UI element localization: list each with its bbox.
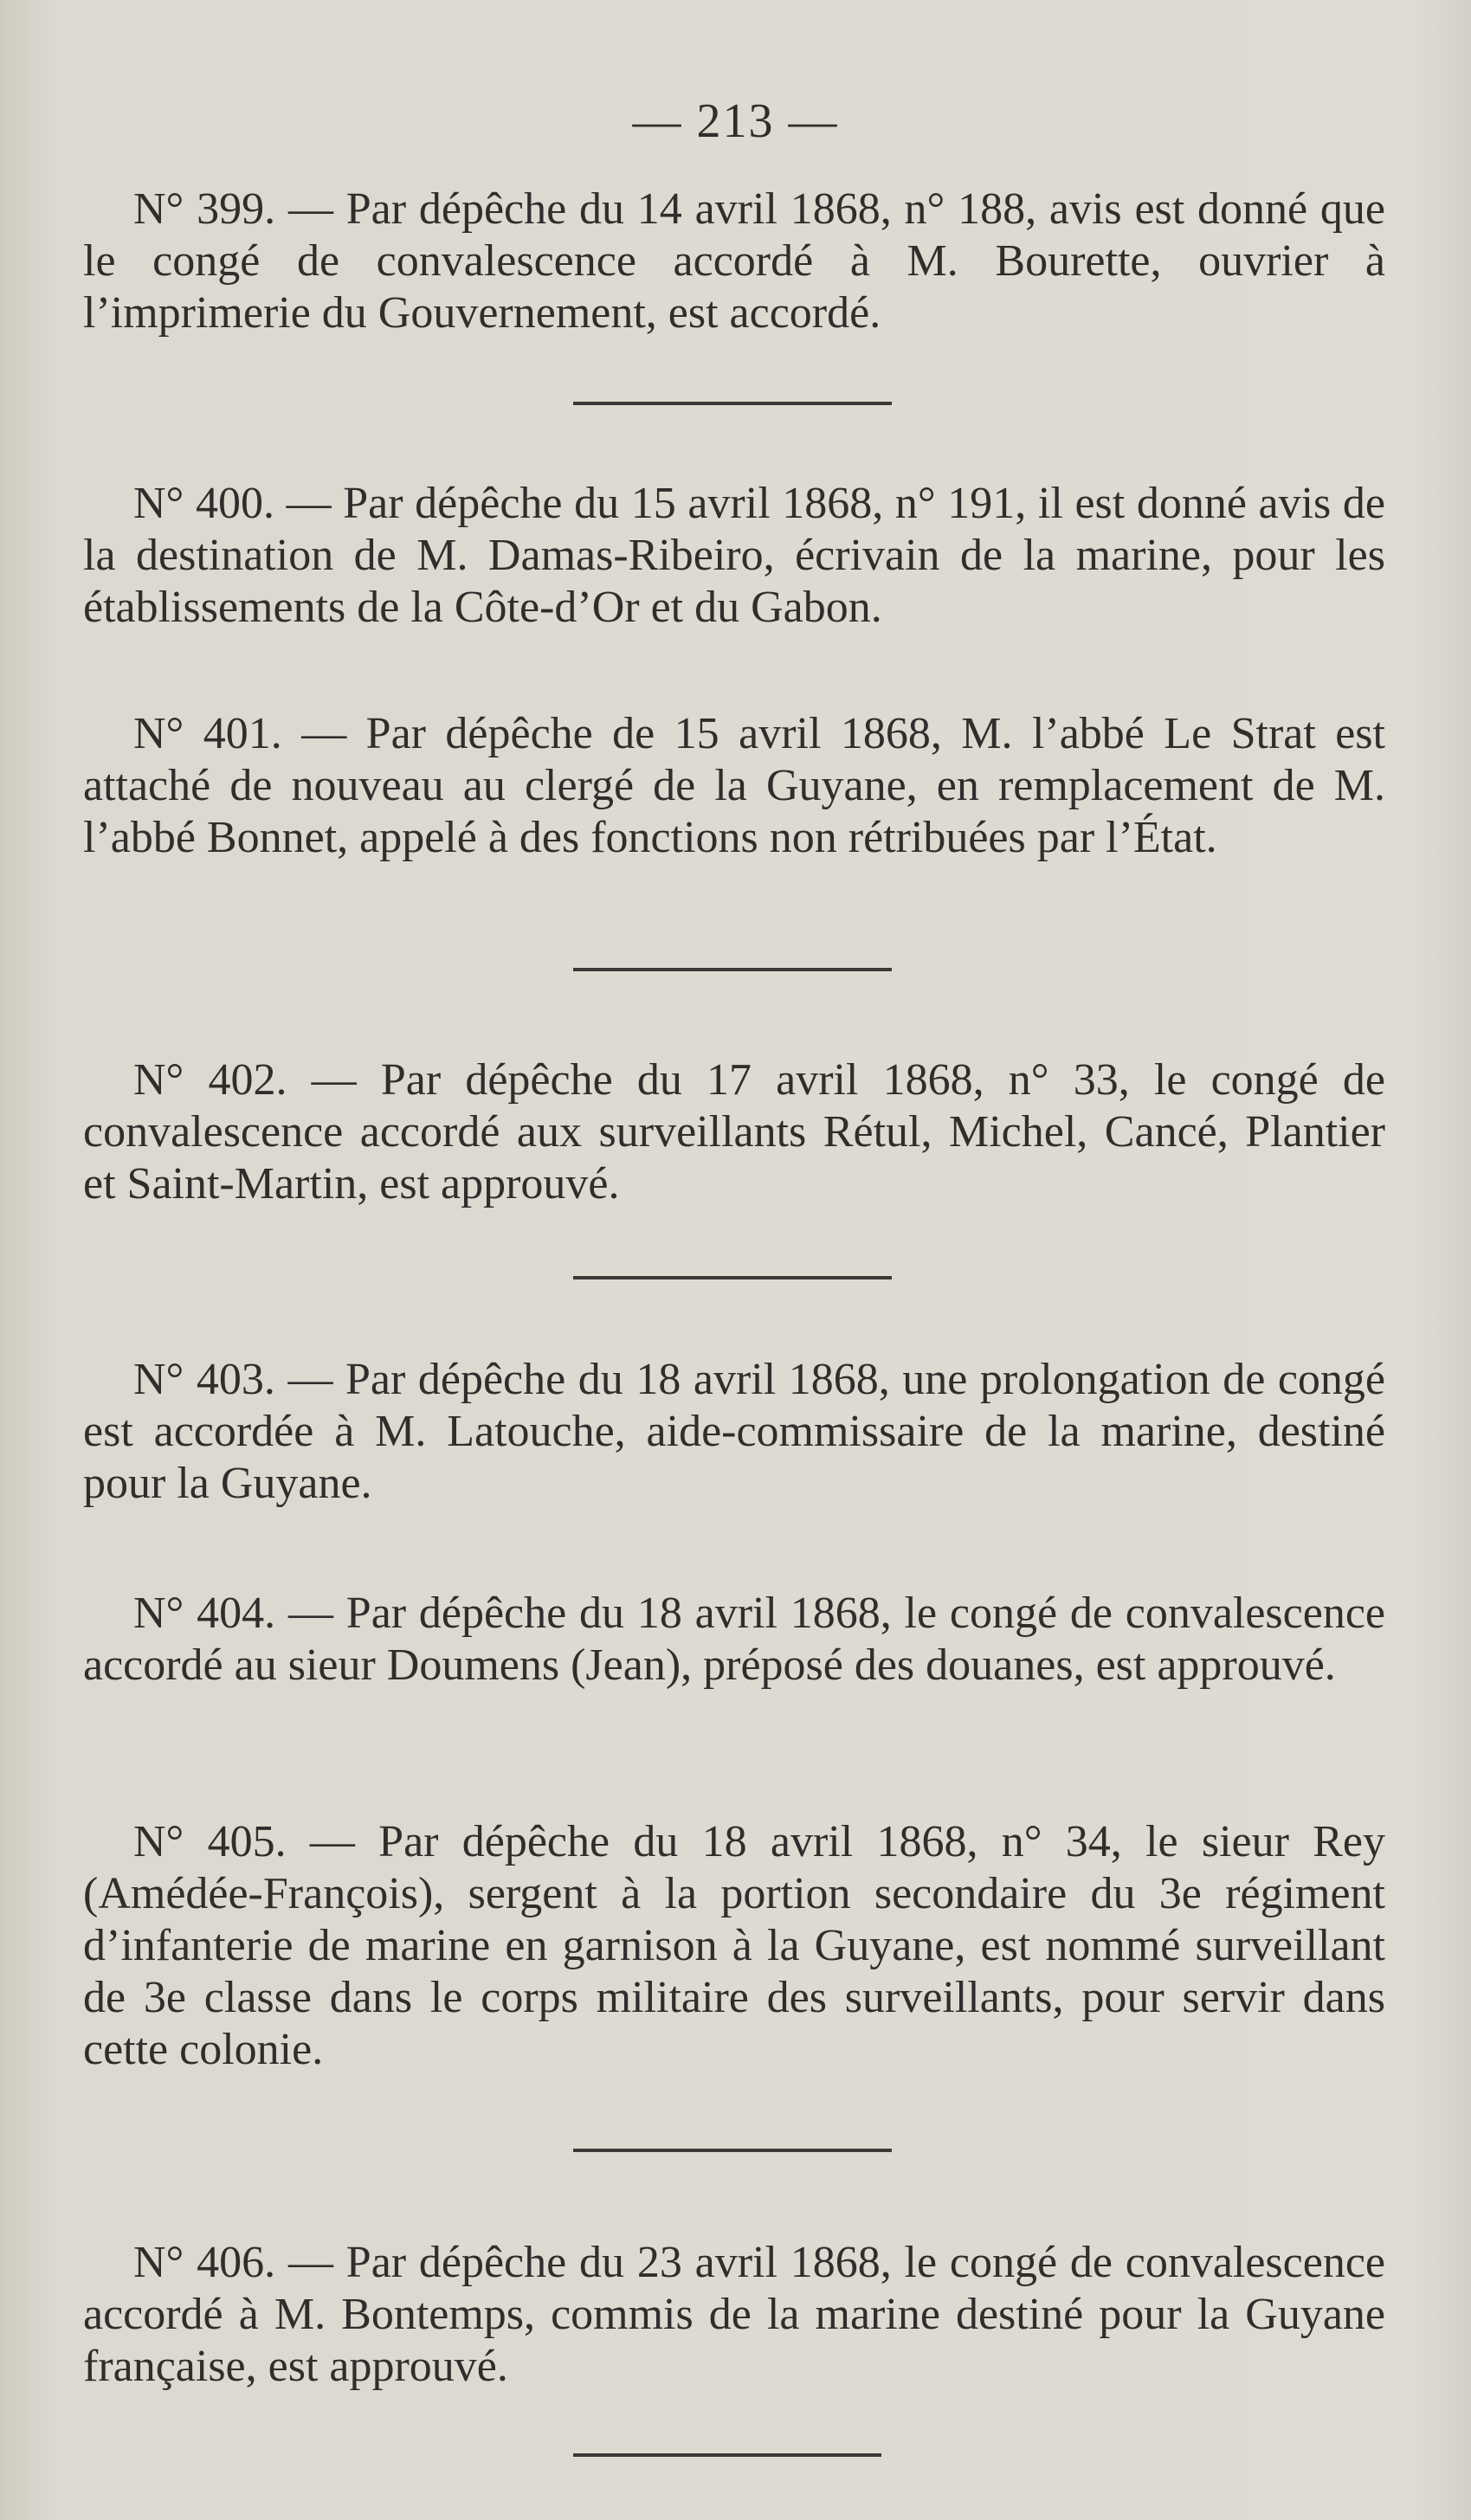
entry-402 <box>83 1054 1385 1210</box>
separator-rule <box>573 2149 892 2152</box>
separator-rule <box>573 402 892 405</box>
entry-404 <box>83 1588 1385 1692</box>
entry-text: N° 402. — Par dépêche du 17 avril 1868, n° 33, le congé de convalescence accordé aux surveillants Rétul, Michel, Cancé, Plantier et Saint-Martin, est approuvé. <box>83 1055 1385 1208</box>
entry-403 <box>83 1354 1385 1510</box>
page-number: — 213 — <box>632 94 839 148</box>
entry-text: N° 405. — Par dépêche du 18 avril 1868, n° 34, le sieur Rey (Amédée-François), sergent à la portion secondaire du 3e régiment d’infanterie de marine en garnison à la Guyane, est nommé surveillant de 3e classe dans le corps militaire des surveillants, pour servir dans cette colonie. <box>83 1817 1385 2074</box>
entry-text: N° 401. — Par dépêche de 15 avril 1868, M. l’abbé Le Strat est attaché de nouveau au clergé de la Guyane, en remplacement de M. l’abbé Bonnet, appelé à des fonctions non rétribuées par l’État. <box>83 709 1385 862</box>
separator-rule <box>573 2453 881 2457</box>
entry-399 <box>83 184 1385 339</box>
entry-text: N° 400. — Par dépêche du 15 avril 1868, n° 191, il est donné avis de la destination de M. Damas-Ribeiro, écrivain de la marine, pour les établissements de la Côte-d’Or et du Gabon. <box>83 479 1385 632</box>
entry-401 <box>83 708 1385 864</box>
separator-rule <box>573 968 892 971</box>
entry-text: N° 399. — Par dépêche du 14 avril 1868, n° 188, avis est donné que le congé de convalescence accordé à M. Bourette, ouvrier à l’imprimerie du Gouvernement, est accordé. <box>83 184 1385 338</box>
entry-406 <box>83 2237 1385 2393</box>
entry-text: N° 403. — Par dépêche du 18 avril 1868, une prolongation de congé est accordée à M. Latouche, aide-commissaire de la marine, destiné pour la Guyane. <box>83 1355 1385 1508</box>
entry-text: N° 404. — Par dépêche du 18 avril 1868, le congé de convalescence accordé au sieur Doumens (Jean), préposé des douanes, est approuvé. <box>83 1589 1385 1690</box>
entry-405 <box>83 1816 1385 2076</box>
separator-rule <box>573 1276 892 1279</box>
entry-400 <box>83 478 1385 634</box>
entry-text: N° 406. — Par dépêche du 23 avril 1868, le congé de convalescence accordé à M. Bontemps, commis de la marine destiné pour la Guyane française, est approuvé. <box>83 2238 1385 2391</box>
